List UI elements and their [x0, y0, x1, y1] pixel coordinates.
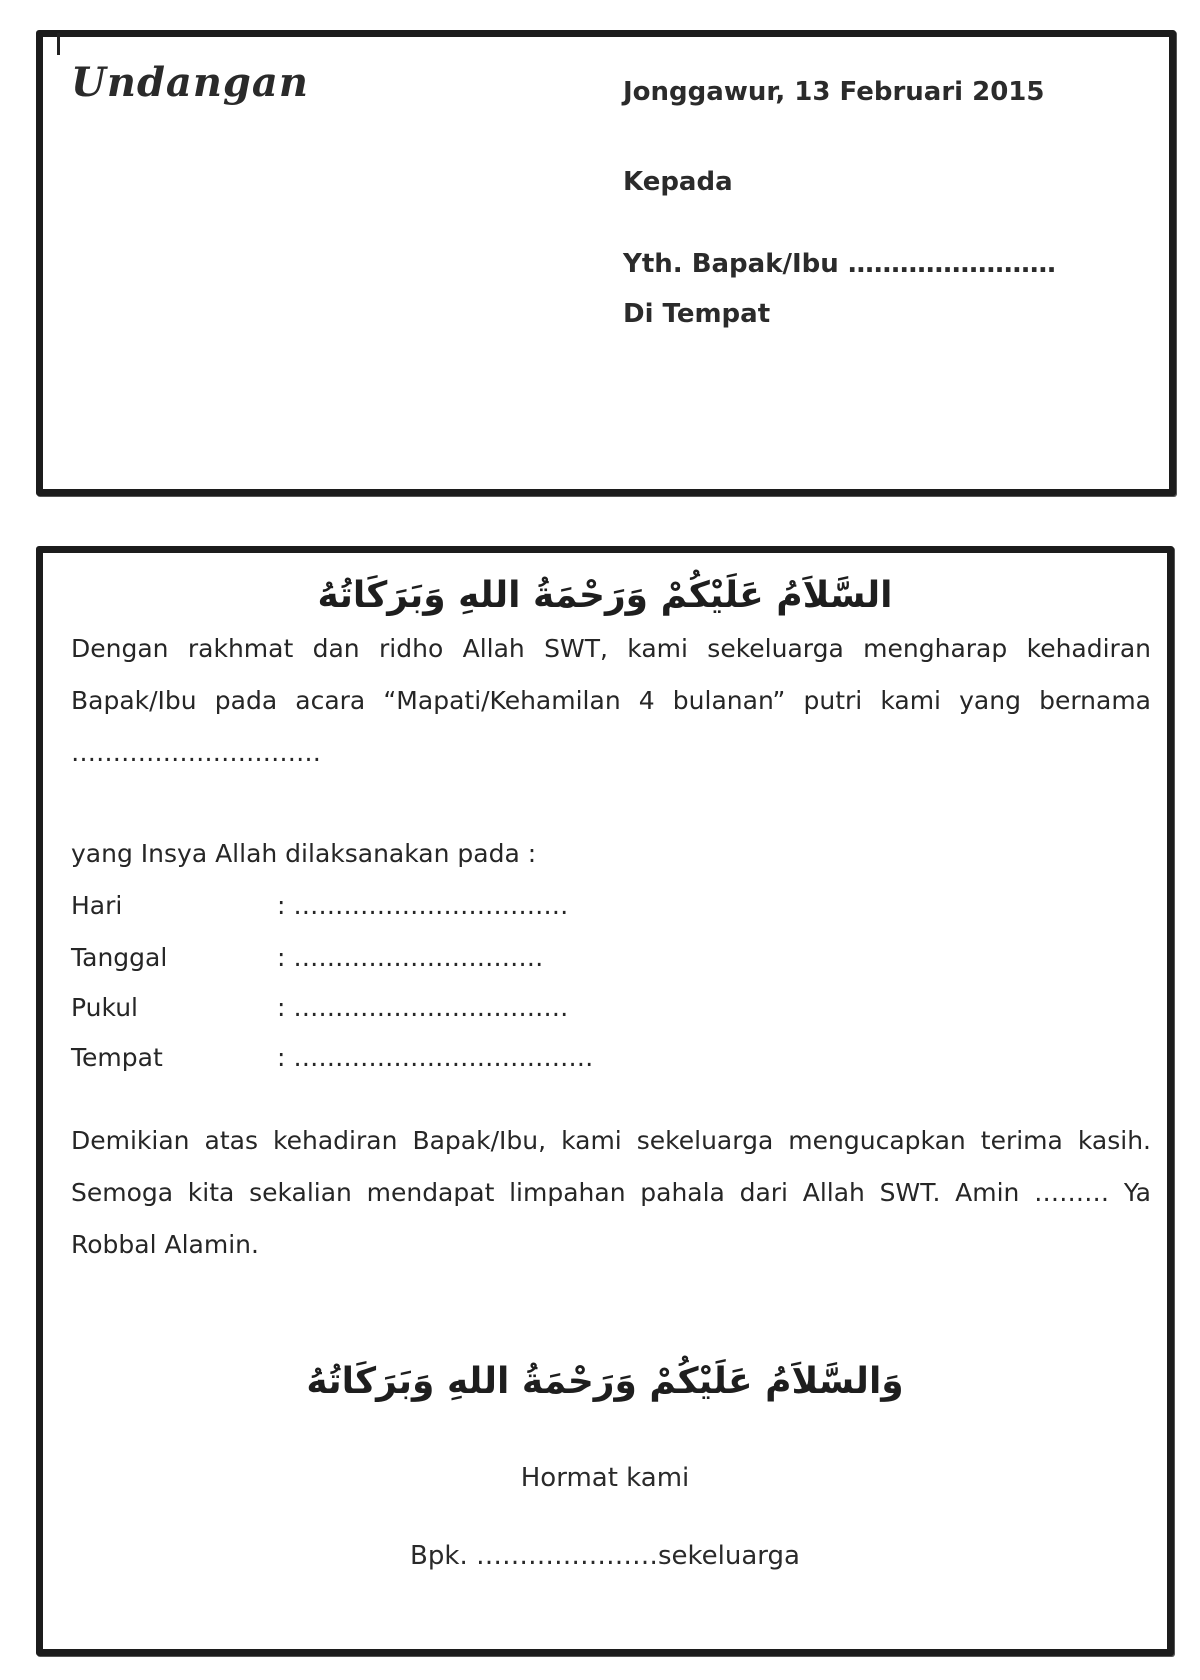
letter-card	[36, 546, 1174, 1656]
schedule-label: Tanggal	[71, 943, 168, 972]
schedule-row-day	[71, 891, 568, 920]
regards-line: Hormat kami	[520, 1463, 690, 1493]
signature-line: Bpk. …………………sekeluarga	[410, 1541, 800, 1571]
schedule-value: : ……………………………	[277, 891, 569, 920]
opening-greeting: السَّلاَمُ عَلَيْكُمْ وَرَحْمَةُ اللهِ وَبَرَكَاتُهُ	[317, 575, 893, 616]
schedule-lead: yang Insya Allah dilaksanakan pada :	[71, 839, 537, 868]
recipient-line: Yth. Bapak/Ibu ……………………	[623, 249, 1056, 279]
schedule-value: : ………………………………	[277, 1043, 594, 1072]
schedule-value: : ……………………………	[277, 993, 569, 1022]
schedule-row-place	[71, 1043, 593, 1072]
closing-paragraph: Demikian atas kehadiran Bapak/Ibu, kami sekeluarga mengucapkan terima kasih. Semoga kita sekalian mendapat limpahan pahala dari Allah SWT. Amin ……… Ya Robbal Alamin.	[71, 1126, 1151, 1259]
text-cursor-mark	[57, 33, 60, 55]
place-line: Di Tempat	[623, 299, 771, 329]
to-label: Kepada	[623, 167, 733, 197]
schedule-row-time	[71, 993, 568, 1022]
intro-paragraph: Dengan rakhmat dan ridho Allah SWT, kami sekeluarga mengharap kehadiran Bapak/Ibu pada acara “Mapati/Kehamilan 4 bulanan” putri kami yang bernama …………………………	[71, 634, 1151, 767]
schedule-label: Hari	[71, 891, 123, 920]
schedule-label: Pukul	[71, 993, 138, 1022]
date-line: Jonggawur, 13 Februari 2015	[623, 77, 1045, 107]
schedule-label: Tempat	[71, 1043, 163, 1072]
schedule-row-date	[71, 943, 543, 972]
envelope-card	[36, 30, 1176, 496]
invitation-title: Undangan	[71, 59, 309, 106]
schedule-value: : …………………………	[277, 943, 544, 972]
closing-greeting: وَالسَّلاَمُ عَلَيْكُمْ وَرَحْمَةُ اللهِ وَبَرَكَاتُهُ	[306, 1361, 904, 1402]
